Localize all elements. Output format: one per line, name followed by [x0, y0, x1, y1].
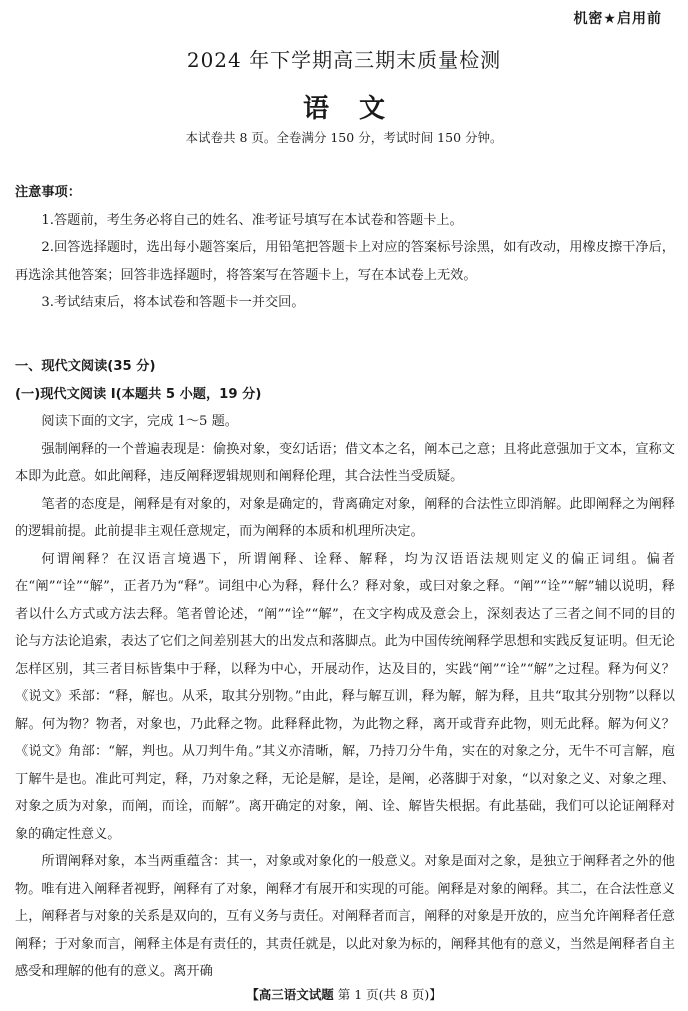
page-body: [15, 179, 675, 986]
passage-paragraph-1: 强制阐释的一个普遍表现是：偷换对象，变幻话语；借文本之名，阐本己之意；且将此意强加于文本，宣称文本即为此意。如此阐释，违反阐释逻辑规则和阐释伦理，其合法性当受质疑。: [15, 441, 675, 484]
confidential-mark: 机密★启用前: [573, 11, 662, 27]
notice-item-1: 1.答题前，考生务必将自己的姓名、准考证号填写在本试卷和答题卡上。: [41, 212, 463, 228]
subject-title: 语文: [302, 94, 415, 124]
passage-paragraph-4: 所谓阐释对象，本当两重蕴含：其一，对象或对象化的一般意义。对象是面对之象，是独立于阐释者之外的他物。唯有进入阐释者视野，阐释有了对象，阐释才有展开和实现的可能。阐释是对象的阐释。其二，在合法性意义上，阐释者与对象的关系是双向的，互有义务与责任。对阐释者而言，阐释的对象是开放的，应当允许阐释者任意阐释；于对象而言，阐释主体是有责任的，其责任就是，以此对象为标的，阐释其他有的意义，当然是阐释者自主感受和理解的他有的意义。离开确: [15, 854, 675, 979]
notice-title: 注意事项：: [15, 185, 81, 200]
section-title: 一、现代文阅读(35 分): [15, 359, 156, 374]
notice-item-2: 2.回答选择题时，选出每小题答案后，用铅笔把答题卡上对应的答案标号涂黑，如有改动，用橡皮擦干净后，再选涂其他答案；回答非选择题时，将答案写在答题卡上，写在本试卷上无效。: [15, 240, 675, 283]
passage-paragraph-3: 何谓阐释？在汉语言境遇下，所谓阐释、诠释、解释，均为汉语语法规则定义的偏正词组。偏者在“阐”“诠”“解”，正者乃为“释”。词组中心为释，释什么？释对象，或曰对象之释。“阐”“诠”“解”辅以说明，释者以什么方式或方法去释。笔者曾论述，“阐”“诠”“解”，在文字构成及意会上，深刻表达了三者之间不同的目的论与方法论追索，表达了它们之间差别甚大的出发点和落脚点。此为中国传统阐释学思想和实践反复证明。但无论怎样区别，其三者目标皆集中于释，以释为中心，开展动作，达及目的，实践“阐”“诠”“解”之过程。释为何义？《说文》釆部：“释，解也。从釆，取其分别物。”由此，释与解互训，释为解，解为释，且共“取其分别物”以释以解。何为物？物者，对象也，乃此释之物。此释释此物，为此物之释，离开或背弃此物，则无此释。解为何义？《说文》角部：“解，判也。从刀判牛角。”其义亦清晰，解，乃持刀分牛角，实在的对象之分，无牛不可言解，庖丁解牛是也。准此可判定，释，乃对象之释，无论是解，是诠，是阐，必落脚于对象，“以对象之义、对象之理、对象之质为对象，而阐，而诠，而解”。离开确定的对象，阐、诠、解皆失根据。有此基础，我们可以论证阐释对象的确定性意义。: [15, 551, 675, 842]
reading-instruction: 阅读下面的文字，完成 1～5 题。: [41, 414, 238, 429]
notice-item-3: 3.考试结束后，将本试卷和答题卡一并交回。: [41, 295, 305, 310]
footer-page-number: 第 1 页(共 8 页)】: [337, 987, 442, 1002]
section-subtitle: (一)现代文阅读 I(本题共 5 小题，19 分): [15, 386, 262, 402]
spacer: [15, 317, 675, 345]
footer-label: 【高三语文试题: [246, 987, 334, 1002]
page-footer: [0, 985, 688, 1003]
exam-title: 2024 年下学期高三期末质量检测: [186, 48, 502, 72]
spacer: [15, 344, 675, 353]
passage-paragraph-2: 笔者的态度是，阐释是有对象的，对象是确定的，背离确定对象，阐释的合法性立即消解。此即阐释之为阐释的逻辑前提。此前提非主观任意规定，而为阐释的本质和机理所决定。: [15, 496, 675, 539]
exam-info: 本试卷共 8 页。全卷满分 150 分，考试时间 150 分钟。: [185, 130, 503, 145]
